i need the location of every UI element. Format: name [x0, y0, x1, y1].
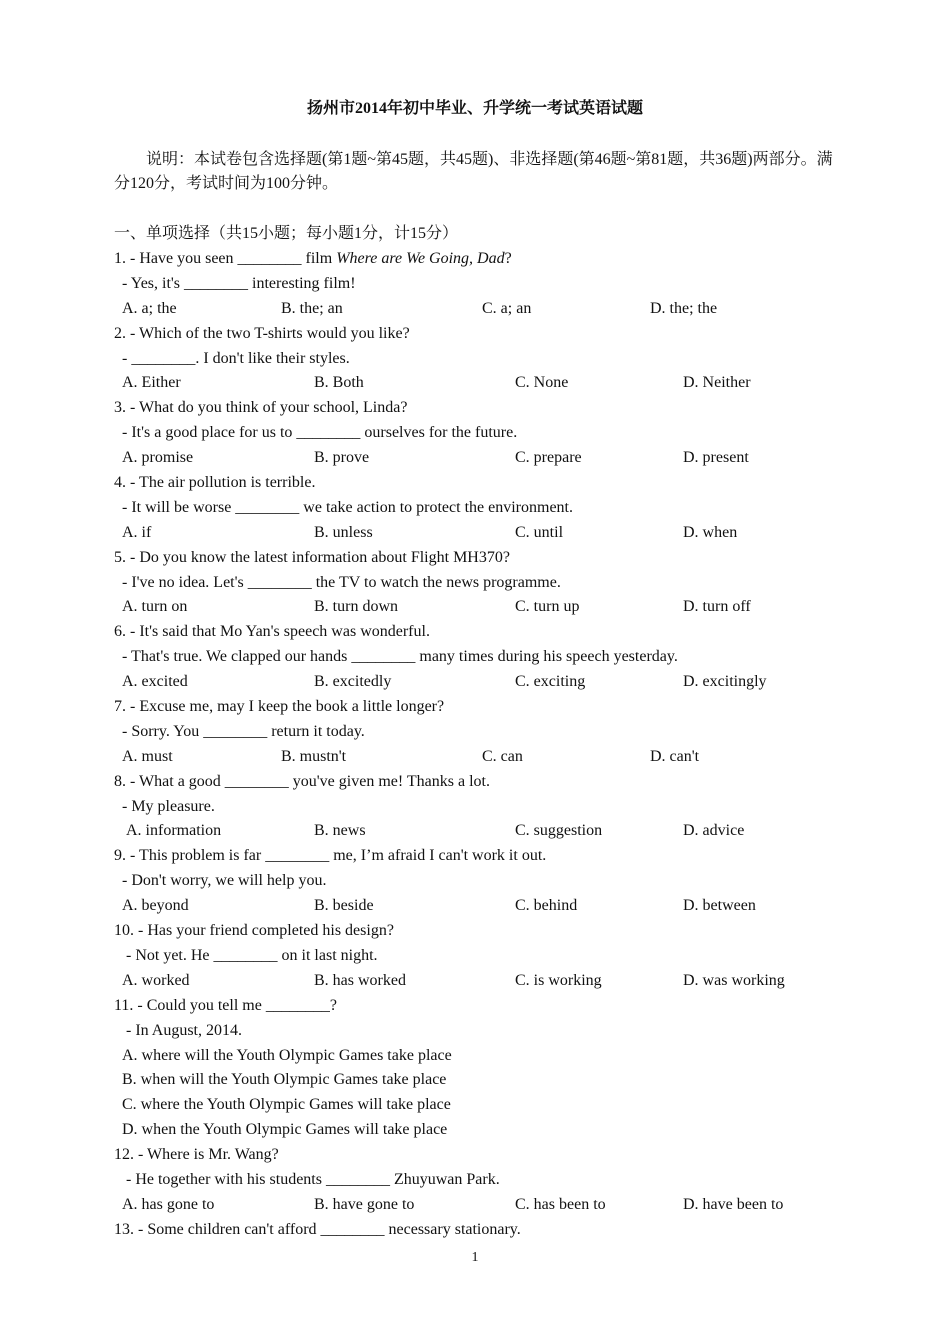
question-list: [114, 247, 838, 1243]
option-b[interactable]: B. the; an: [281, 299, 343, 317]
option-d[interactable]: D. when the Youth Olympic Games will take place: [122, 1121, 448, 1139]
option-b[interactable]: B. beside: [314, 897, 374, 915]
option-b[interactable]: B. Both: [314, 374, 364, 392]
question-11-prompt: 11. - Could you tell me ________?: [114, 996, 337, 1014]
option-b[interactable]: B. when will the Youth Olympic Games take place: [122, 1071, 447, 1089]
option-b[interactable]: B. prove: [314, 449, 370, 467]
option-c[interactable]: C. exciting: [515, 673, 586, 691]
option-a[interactable]: A. information: [126, 822, 222, 840]
question-12-response: - He together with his students ________ Zhuyuwan Park.: [126, 1170, 500, 1188]
question-4-options: [114, 521, 838, 546]
question-6-response: - That's true. We clapped our hands ________ many times during his speech yesterday.: [122, 648, 678, 666]
option-a[interactable]: A. Either: [122, 374, 181, 392]
question-7-response: - Sorry. You ________ return it today.: [122, 722, 365, 740]
option-d[interactable]: D. excitingly: [683, 673, 767, 691]
question-10-options: [114, 969, 838, 994]
option-c[interactable]: C. a; an: [482, 299, 532, 317]
option-a[interactable]: A. must: [122, 747, 173, 765]
question-8-response: - My pleasure.: [122, 797, 215, 815]
option-a[interactable]: A. beyond: [122, 897, 189, 915]
page-number: 1: [471, 1250, 479, 1265]
question-8-options: [114, 819, 838, 844]
question-2-prompt: 2. - Which of the two T-shirts would you like?: [114, 324, 410, 342]
option-d[interactable]: D. the; the: [650, 299, 718, 317]
question-10-prompt: 10. - Has your friend completed his design?: [114, 922, 394, 940]
option-b[interactable]: B. unless: [314, 523, 373, 541]
option-a[interactable]: A. turn on: [122, 598, 188, 616]
option-d[interactable]: D. have been to: [683, 1195, 784, 1213]
question-10-response: - Not yet. He ________ on it last night.: [126, 946, 378, 964]
question-5-prompt: 5. - Do you know the latest information about Flight MH370?: [114, 548, 510, 566]
question-12-options: [114, 1193, 838, 1218]
exam-instructions: 说明：本试卷包含选择题(第1题~第45题，共45题)、非选择题(第46题~第81题，共36题)两部分。满分120分，考试时间为100分钟。: [114, 151, 833, 192]
option-d[interactable]: D. was working: [683, 971, 785, 989]
option-d[interactable]: D. can't: [650, 747, 700, 765]
option-a[interactable]: A. promise: [122, 449, 194, 467]
option-d[interactable]: D. advice: [683, 822, 745, 840]
question-7-options: [114, 745, 838, 770]
question-2-options: [114, 371, 838, 396]
option-a[interactable]: A. a; the: [122, 299, 177, 317]
exam-title: 扬州市2014年初中毕业、升学统一考试英语试题: [306, 100, 643, 117]
question-6-options: [114, 670, 838, 695]
question-5-response: - I've no idea. Let's ________ the TV to watch the news programme.: [122, 573, 561, 591]
question-7-prompt: 7. - Excuse me, may I keep the book a little longer?: [114, 698, 445, 716]
option-d[interactable]: D. when: [683, 523, 738, 541]
option-c[interactable]: C. prepare: [515, 449, 582, 467]
question-4-response: - It will be worse ________ we take action to protect the environment.: [122, 498, 573, 516]
question-12-prompt: 12. - Where is Mr. Wang?: [114, 1146, 279, 1164]
question-1-options: [114, 297, 838, 322]
option-c[interactable]: C. behind: [515, 897, 578, 915]
option-b[interactable]: B. have gone to: [314, 1195, 415, 1213]
option-d[interactable]: D. present: [683, 449, 749, 467]
option-a[interactable]: A. excited: [122, 673, 188, 691]
option-b[interactable]: B. has worked: [314, 971, 406, 989]
option-d[interactable]: D. turn off: [683, 598, 751, 616]
question-9-response: - Don't worry, we will help you.: [122, 872, 327, 890]
question-4-prompt: 4. - The air pollution is terrible.: [114, 474, 316, 492]
option-b[interactable]: B. news: [314, 822, 366, 840]
question-6-prompt: 6. - It's said that Mo Yan's speech was wonderful.: [114, 623, 430, 641]
option-a[interactable]: A. if: [122, 523, 152, 541]
option-b[interactable]: B. excitedly: [314, 673, 392, 691]
question-2-response: - ________. I don't like their styles.: [122, 349, 350, 367]
option-c[interactable]: C. None: [515, 374, 569, 392]
question-1-prompt: 1. - Have you seen ________ film Where are We Going, Dad?: [114, 250, 512, 267]
option-c[interactable]: C. has been to: [515, 1195, 606, 1213]
option-c[interactable]: C. can: [482, 747, 523, 765]
option-a[interactable]: A. has gone to: [122, 1195, 215, 1213]
option-a[interactable]: A. where will the Youth Olympic Games take place: [122, 1046, 452, 1064]
question-3-response: - It's a good place for us to ________ ourselves for the future.: [122, 424, 518, 442]
question-9-prompt: 9. - This problem is far ________ me, I’m afraid I can't work it out.: [114, 847, 547, 865]
question-1-response: - Yes, it's ________ interesting film!: [122, 274, 356, 292]
option-c[interactable]: C. suggestion: [515, 822, 603, 840]
question-13-prompt: 13. - Some children can't afford ________ necessary stationary.: [114, 1220, 521, 1238]
question-11-response: - In August, 2014.: [126, 1021, 242, 1039]
question-9-options: [114, 894, 838, 919]
question-5-options: [114, 595, 838, 620]
option-d[interactable]: D. between: [683, 897, 756, 915]
option-b[interactable]: B. mustn't: [281, 747, 347, 765]
option-d[interactable]: D. Neither: [683, 374, 751, 392]
option-a[interactable]: A. worked: [122, 971, 190, 989]
option-c[interactable]: C. where the Youth Olympic Games will take place: [122, 1096, 451, 1114]
section-heading: 一、单项选择（共15小题；每小题1分，计15分）: [114, 225, 459, 242]
option-b[interactable]: B. turn down: [314, 598, 398, 616]
question-3-prompt: 3. - What do you think of your school, Linda?: [114, 399, 408, 417]
option-c[interactable]: C. turn up: [515, 598, 580, 616]
option-c[interactable]: C. until: [515, 523, 564, 541]
question-8-prompt: 8. - What a good ________ you've given me! Thanks a lot.: [114, 772, 490, 790]
option-c[interactable]: C. is working: [515, 971, 602, 989]
question-3-options: [114, 446, 838, 471]
